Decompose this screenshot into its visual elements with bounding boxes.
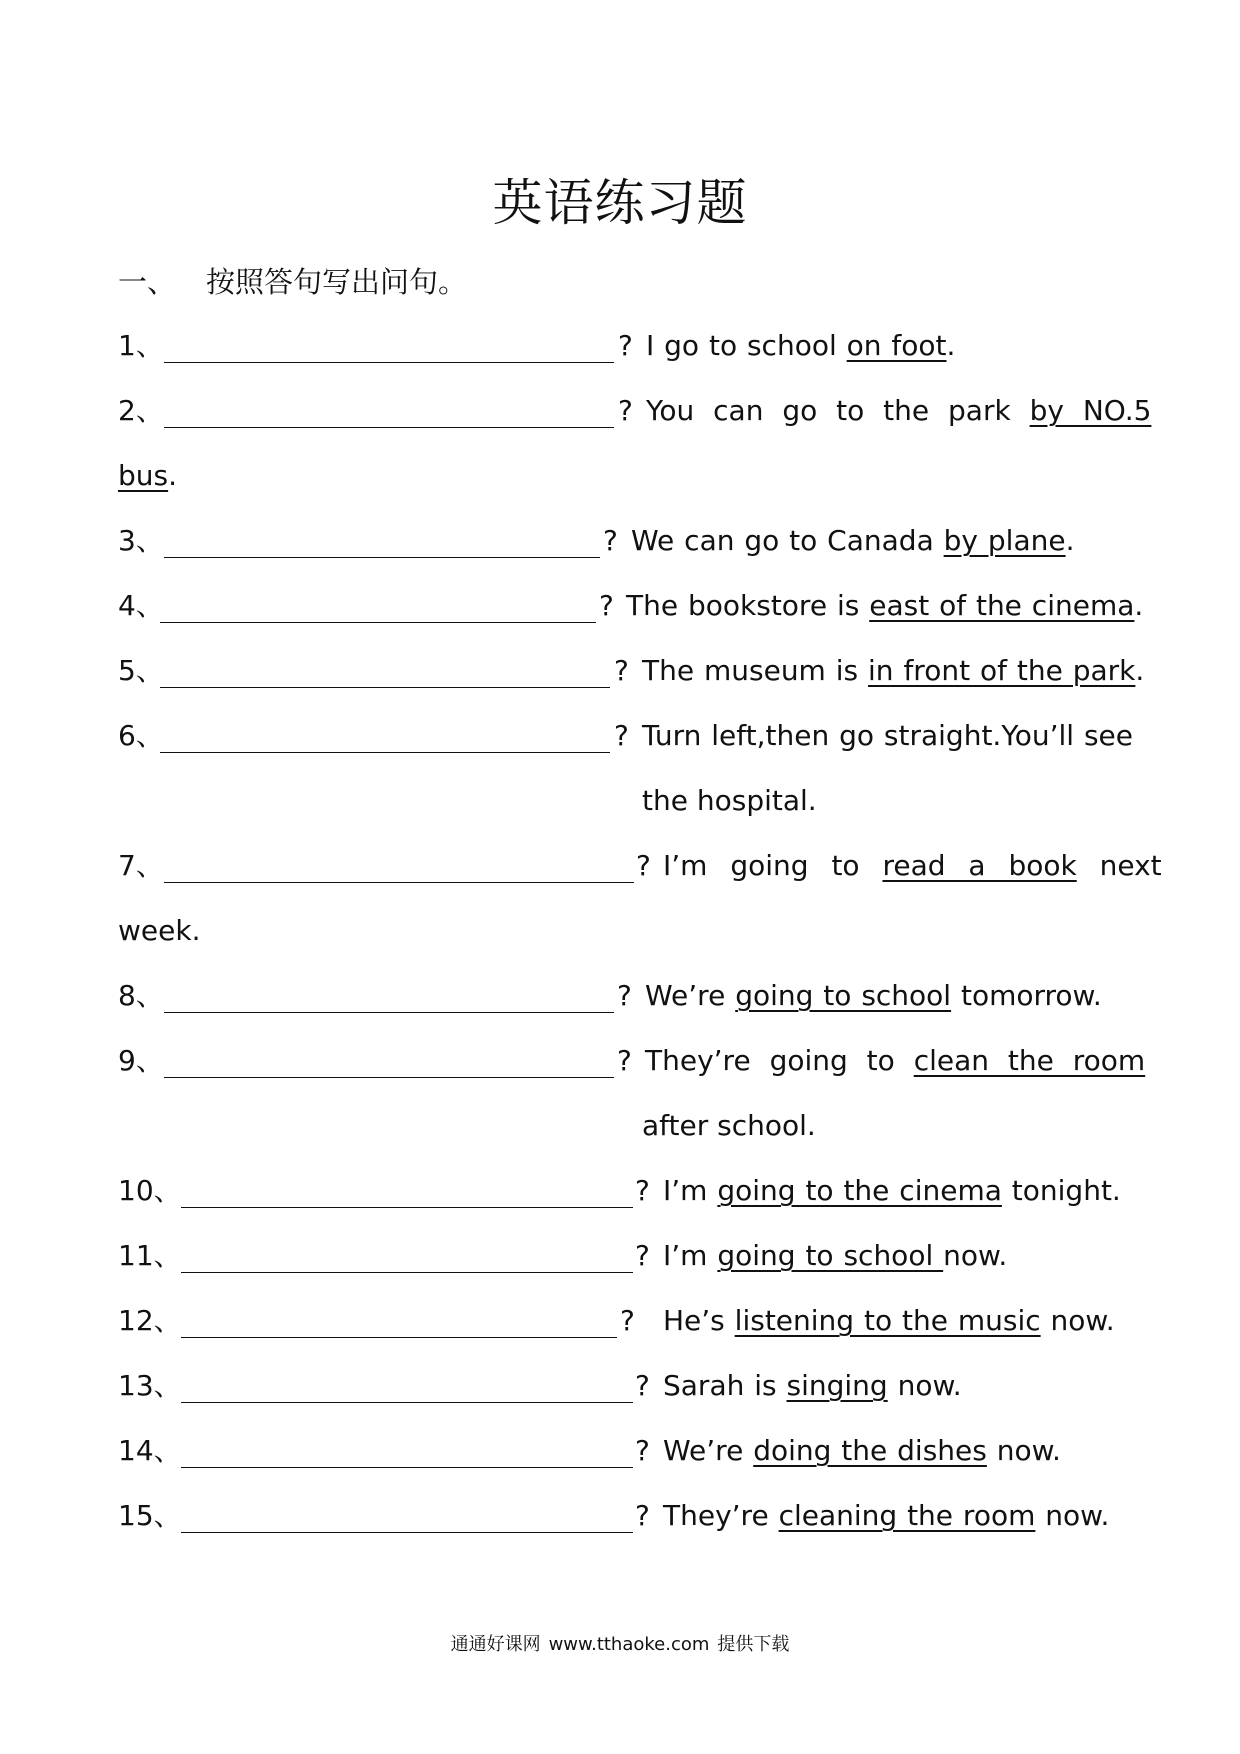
question-number: 5、 — [118, 654, 164, 687]
answer-sentence — [646, 326, 955, 366]
answer-blank[interactable] — [181, 1532, 633, 1533]
question-mark: ? — [617, 1044, 632, 1077]
question-mark: ? — [635, 1369, 650, 1402]
answer-blank[interactable] — [164, 362, 614, 363]
answer-sentence — [642, 651, 1144, 691]
section-heading — [118, 262, 467, 302]
answer-continuation: after school. — [642, 1109, 816, 1142]
answer-sentence — [663, 1431, 1061, 1471]
answer-text-end: now. — [943, 1239, 1008, 1272]
question-number: 8、 — [118, 979, 164, 1012]
answer-text: They’re — [663, 1499, 779, 1532]
answer-sentence — [663, 1236, 1007, 1276]
answer-text: You can go to the park — [646, 394, 1030, 427]
underlined-phrase: bus — [118, 459, 169, 492]
underlined-phrase: going to school — [717, 1239, 944, 1272]
answer-text-end: . — [946, 329, 956, 362]
answer-blank[interactable] — [164, 1077, 614, 1078]
question-number: 12、 — [118, 1304, 182, 1337]
answer-text: They’re going to — [645, 1044, 914, 1077]
answer-sentence — [663, 1301, 1115, 1341]
answer-text: We can go to Canada — [631, 524, 944, 557]
underlined-phrase: clean the room — [913, 1044, 1146, 1077]
answer-text: I’m — [663, 1174, 718, 1207]
answer-blank[interactable] — [160, 622, 596, 623]
answer-text: Turn left,then go straight.You’ll see — [642, 719, 1133, 752]
underlined-phrase: by NO.5 — [1029, 394, 1152, 427]
question-mark: ? — [618, 329, 633, 362]
footer-site: 通通好课网 — [450, 1634, 541, 1655]
answer-text-end: . — [168, 459, 178, 492]
question-number: 9、 — [118, 1044, 164, 1077]
question-number: 6、 — [118, 719, 164, 752]
answer-blank[interactable] — [181, 1207, 633, 1208]
section-instruction: 按照答句写出问句。 — [206, 265, 468, 299]
answer-blank[interactable] — [160, 687, 610, 688]
answer-text: I go to school — [646, 329, 847, 362]
underlined-phrase: going to school — [735, 979, 952, 1012]
answer-blank[interactable] — [164, 427, 614, 428]
answer-continuation — [118, 456, 177, 496]
answer-sentence — [626, 586, 1143, 626]
answer-text: We’re — [645, 979, 736, 1012]
answer-text-end: now. — [1035, 1499, 1110, 1532]
answer-blank[interactable] — [160, 752, 610, 753]
answer-sentence — [645, 1041, 1145, 1081]
question-mark: ? — [635, 1239, 650, 1272]
answer-blank[interactable] — [181, 1402, 633, 1403]
answer-text-end: . — [1135, 654, 1145, 687]
answer-text: I’m — [663, 1239, 718, 1272]
answer-sentence — [663, 1171, 1121, 1211]
question-mark: ? — [603, 524, 618, 557]
footer-note: 提供下载 — [717, 1634, 790, 1655]
answer-blank[interactable] — [181, 1467, 633, 1468]
answer-blank[interactable] — [181, 1337, 617, 1338]
answer-text-end: . — [1134, 589, 1144, 622]
section-number: 一、 — [118, 265, 177, 299]
question-number: 2、 — [118, 394, 164, 427]
answer-text: The bookstore is — [626, 589, 870, 622]
answer-text-end: now. — [887, 1369, 962, 1402]
question-mark: ? — [599, 589, 614, 622]
question-number: 3、 — [118, 524, 164, 557]
answer-text: The museum is — [642, 654, 869, 687]
underlined-phrase: on foot — [846, 329, 947, 362]
answer-sentence — [663, 1496, 1109, 1536]
underlined-phrase: read a book — [882, 849, 1077, 882]
answer-text-end: . — [1065, 524, 1075, 557]
underlined-phrase: in front of the park — [868, 654, 1136, 687]
answer-blank[interactable] — [164, 557, 600, 558]
underlined-phrase: singing — [786, 1369, 888, 1402]
answer-sentence — [646, 391, 1151, 431]
answer-sentence — [642, 716, 1133, 756]
question-mark: ? — [635, 1434, 650, 1467]
question-number: 11、 — [118, 1239, 182, 1272]
underlined-phrase: doing the dishes — [753, 1434, 987, 1467]
answer-continuation: week. — [118, 914, 201, 947]
answer-text: I’m going to — [663, 849, 883, 882]
answer-continuation: the hospital. — [642, 784, 817, 817]
answer-text: He’s — [663, 1304, 735, 1337]
answer-text-end: next — [1076, 849, 1162, 882]
question-mark: ? — [635, 1174, 650, 1207]
answer-sentence — [663, 846, 1162, 886]
question-number: 13、 — [118, 1369, 182, 1402]
answer-text-end: now. — [1040, 1304, 1115, 1337]
question-number: 4、 — [118, 589, 164, 622]
answer-text-end: tonight. — [1001, 1174, 1121, 1207]
question-number: 10、 — [118, 1174, 182, 1207]
answer-blank[interactable] — [164, 882, 634, 883]
question-mark: ? — [620, 1304, 635, 1337]
answer-blank[interactable] — [164, 1012, 614, 1013]
question-number: 14、 — [118, 1434, 182, 1467]
answer-text: Sarah is — [663, 1369, 787, 1402]
underlined-phrase: going to the cinema — [717, 1174, 1002, 1207]
underlined-phrase: by plane — [943, 524, 1066, 557]
page-title: 英语练习题 — [492, 174, 748, 232]
answer-sentence — [663, 1366, 962, 1406]
question-number: 1、 — [118, 329, 164, 362]
question-mark: ? — [636, 849, 651, 882]
question-mark: ? — [618, 394, 633, 427]
answer-sentence — [645, 976, 1102, 1016]
underlined-phrase: listening to the music — [734, 1304, 1041, 1337]
answer-sentence — [631, 521, 1074, 561]
page-footer — [0, 1632, 1240, 1658]
answer-text: We’re — [663, 1434, 754, 1467]
underlined-phrase: east of the cinema — [869, 589, 1135, 622]
question-mark: ? — [614, 654, 629, 687]
question-mark: ? — [614, 719, 629, 752]
answer-blank[interactable] — [181, 1272, 633, 1273]
underlined-phrase: cleaning the room — [778, 1499, 1036, 1532]
answer-text-end: tomorrow. — [951, 979, 1102, 1012]
question-mark: ? — [635, 1499, 650, 1532]
question-number: 15、 — [118, 1499, 182, 1532]
question-number: 7、 — [118, 849, 164, 882]
answer-text-end: now. — [986, 1434, 1061, 1467]
question-mark: ? — [617, 979, 632, 1012]
footer-url[interactable]: www.tthaoke.com — [548, 1634, 710, 1655]
